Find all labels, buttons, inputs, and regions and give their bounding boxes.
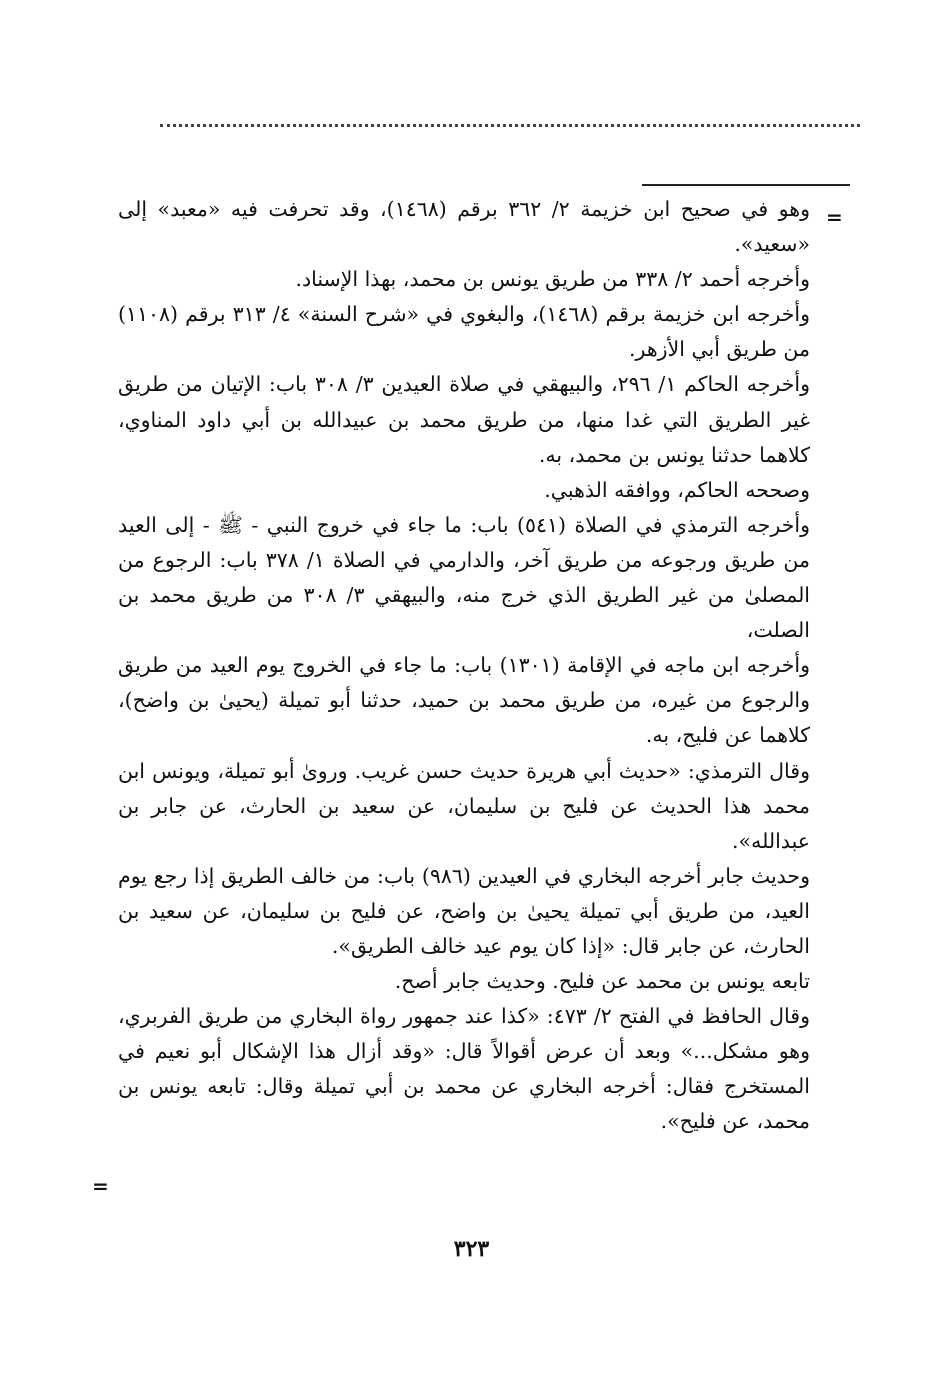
paragraph: وأخرجه ابن خزيمة برقم (١٤٦٨)، والبغوي في «شرح السنة» ٤/ ٣١٣ برقم (١١٠٨) من طريق أبي الأزهر.	[118, 302, 810, 362]
continuation-mark-bottom: =	[92, 1174, 109, 1198]
dotted-separator	[160, 124, 860, 127]
footnote-text	[118, 192, 810, 1140]
continuation-mark-top: =	[826, 205, 843, 229]
paragraph: وأخرجه الترمذي في الصلاة (٥٤١) باب: ما جاء في خروج النبي - ﷺ - إلى العيد من طريق ورجوعه من طريق آخر، والدارمي في الصلاة ١/ ٣٧٨ باب: الرجوع من المصلىٰ من غير الطريق الذي خرج منه، والبيهقي ٣/ ٣٠٨ من طريق محمد بن الصلت،	[118, 512, 811, 643]
paragraph: وقال الحافظ في الفتح ٢/ ٤٧٣: «كذا عند جمهور رواة البخاري من طريق الفربري، وهو مشكل...» وبعد أن عرض أقوالاً قال: «وقد أزال هذا الإشكال أبو نعيم في المستخرج فقال: أخرجه البخاري عن محمد بن أبي تميلة وقال: تابعه يونس بن محمد، عن فليح».	[118, 1004, 810, 1134]
paragraph: وقال الترمذي: «حديث أبي هريرة حديث حسن غريب. وروىٰ أبو تميلة، ويونس ابن محمد هذا الحديث عن فليح بن سليمان، عن سعيد بن الحارث، عن جابر بن عبدالله».	[118, 758, 810, 853]
paragraph: وأخرجه ابن ماجه في الإقامة (١٣٠١) باب: ما جاء في الخروج يوم العيد من طريق والرجوع من غيره، من طريق محمد بن حميد، حدثنا أبو تميلة (يحيىٰ بن واضح)، كلاهما عن فليح، به.	[118, 653, 811, 748]
paragraph: تابعه يونس بن محمد عن فليح. وحديث جابر أصح.	[394, 969, 810, 994]
paragraph: وهو في صحيح ابن خزيمة ٢/ ٣٦٢ برقم (١٤٦٨)، وقد تحرفت فيه «معبد» إلى «سعيد».	[118, 197, 810, 257]
paragraph: وأخرجه أحمد ٢/ ٣٣٨ من طريق يونس بن محمد، بهذا الإسناد.	[295, 267, 810, 292]
footnote-rule	[642, 184, 850, 186]
paragraph: وحديث جابر أخرجه البخاري في العيدين (٩٨٦) باب: من خالف الطريق إذا رجع يوم العيد، من طريق أبي تميلة يحيىٰ بن واضح، عن فليح بن سليمان، عن سعيد بن الحارث، عن جابر قال: «إذا كان يوم عيد خالف الطريق».	[118, 863, 810, 958]
page-number: ٣٢٣	[453, 1236, 490, 1262]
paragraph: وأخرجه الحاكم ١/ ٢٩٦، والبيهقي في صلاة العيدين ٣/ ٣٠٨ باب: الإتيان من طريق غير الطريق التي غدا منها، من طريق محمد بن عبيدالله بن أبي داود المناوي، كلاهما حدثنا يونس بن محمد، به.	[118, 372, 810, 467]
paragraph: وصححه الحاكم، ووافقه الذهبي.	[544, 477, 810, 502]
